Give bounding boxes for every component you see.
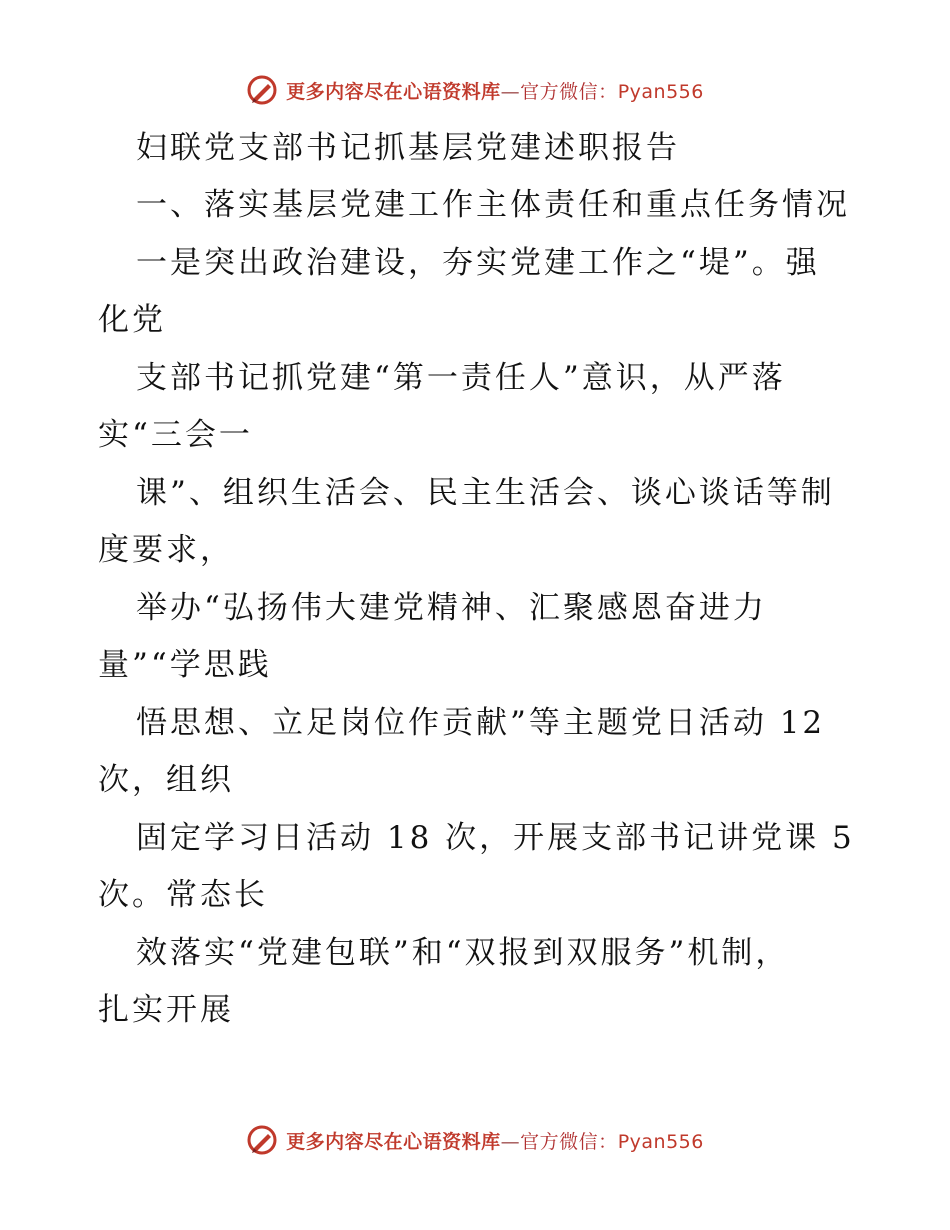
footer-wechat-label: 官方微信： <box>520 1130 618 1153</box>
header-dash: — <box>500 80 521 103</box>
footer-banner-text <box>286 1127 704 1154</box>
footer-wechat-handle: Pyan556 <box>617 1130 704 1153</box>
paragraph-line: 量”“学思践 <box>98 647 272 683</box>
paragraph-line: 次，组织 <box>98 762 234 798</box>
footer-site-name: 更多内容尽在心语资料库 <box>286 1130 501 1153</box>
paragraph-line: 度要求， <box>98 532 234 568</box>
paragraph-line: 固定学习日活动 18 次，开展支部书记讲党课 5 <box>136 820 855 856</box>
header-site-name: 更多内容尽在心语资料库 <box>286 80 501 103</box>
paragraph-line: 举办“弘扬伟大建党精神、汇聚感恩奋进力 <box>136 590 767 626</box>
header-banner-text <box>286 77 704 104</box>
paragraph-line: 一是突出政治建设，夯实党建工作之“堤”。强 <box>136 245 820 281</box>
header-wechat-label: 官方微信： <box>520 80 618 103</box>
header-wechat-handle: Pyan556 <box>617 80 704 103</box>
paragraph-line: 支部书记抓党建“第一责任人”意识，从严落 <box>136 360 786 396</box>
pen-logo-icon <box>246 1124 278 1156</box>
paragraph-line: 扎实开展 <box>98 992 234 1028</box>
paragraph-line: 悟思想、立足岗位作贡献”等主题党日活动 12 <box>136 705 826 741</box>
footer-banner <box>0 1120 950 1160</box>
footer-dash: — <box>500 1130 521 1153</box>
document-title: 妇联党支部书记抓基层党建述职报告 <box>136 130 680 166</box>
paragraph-line: 课”、组织生活会、民主生活会、谈心谈话等制 <box>136 475 835 511</box>
paragraph-line: 实“三会一 <box>98 417 253 453</box>
section-heading: 一、落实基层党建工作主体责任和重点任务情况 <box>136 187 850 223</box>
paragraph-line: 次。常态长 <box>98 877 268 913</box>
paragraph-line: 效落实“党建包联”和“双报到双服务”机制， <box>136 935 790 971</box>
pen-logo-icon <box>246 74 278 106</box>
paragraph-line: 化党 <box>98 302 166 338</box>
header-banner <box>0 70 950 110</box>
